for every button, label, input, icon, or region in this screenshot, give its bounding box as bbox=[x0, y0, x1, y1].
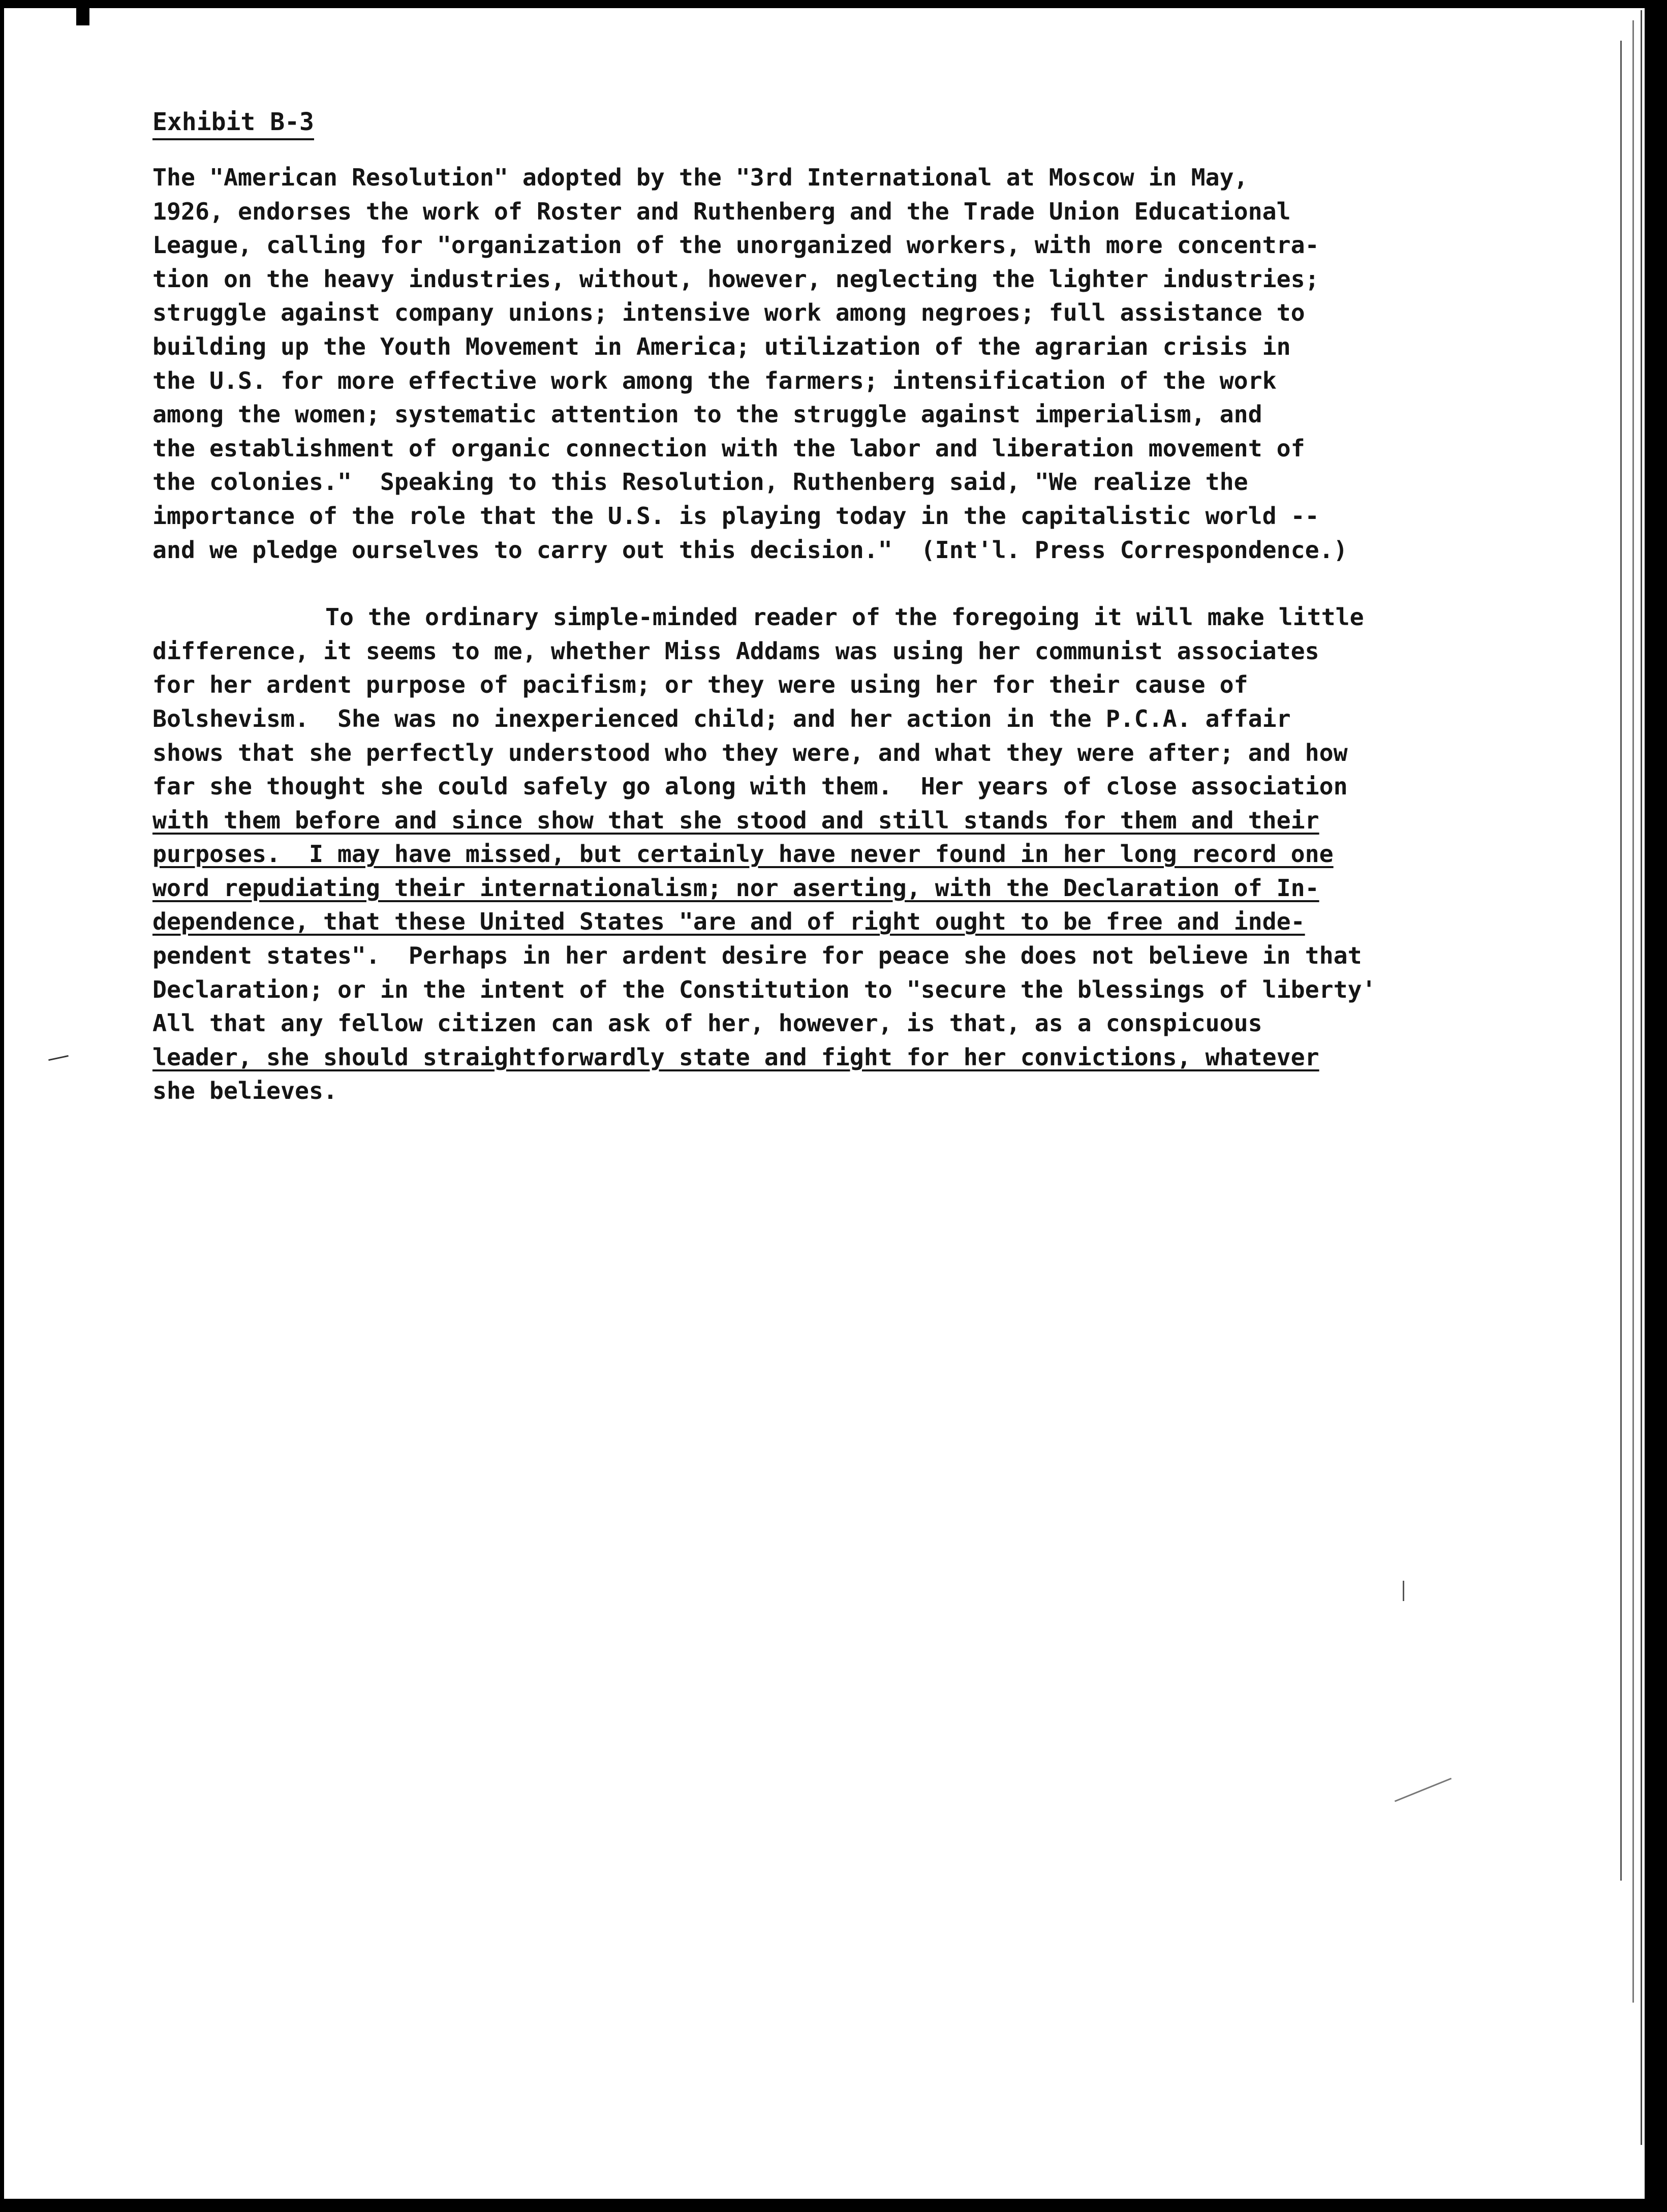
scan-artifact bbox=[48, 1055, 69, 1061]
text-line: the colonies." Speaking to this Resolution, Ruthenberg said, "We realize the bbox=[152, 468, 1248, 496]
text-line: building up the Youth Movement in America; utilization of the agrarian crisis in bbox=[152, 332, 1291, 360]
scan-border-top bbox=[0, 0, 1667, 8]
text-line: 1926, endorses the work of Roster and Ruthenberg and the Trade Union Educational bbox=[152, 197, 1291, 225]
paragraph-american-resolution bbox=[152, 161, 1515, 567]
scan-artifact bbox=[1395, 1778, 1452, 1802]
paragraph-gap bbox=[152, 567, 1515, 600]
scan-edge-line bbox=[1620, 41, 1622, 1881]
text-line: and we pledge ourselves to carry out this decision." (Int'l. Press Correspondence.) bbox=[152, 536, 1348, 564]
text-line: among the women; systematic attention to the struggle against imperialism, and bbox=[152, 401, 1262, 428]
scan-border-bottom bbox=[0, 2199, 1667, 2212]
scan-border-right bbox=[1645, 0, 1667, 2212]
text-line-underlined: word repudiating their internationalism; nor aserting, with the Declaration of In- bbox=[152, 874, 1319, 902]
text-line: the establishment of organic connection with the labor and liberation movement of bbox=[152, 434, 1305, 462]
text-line: The "American Resolution" adopted by the "3rd International at Moscow in May, bbox=[152, 164, 1248, 191]
document-body bbox=[152, 107, 1515, 1108]
text-line: All that any fellow citizen can ask of her, however, is that, as a conspicuous bbox=[152, 1009, 1262, 1037]
text-line-underlined: with them before and since show that she stood and still stands for them and their bbox=[152, 806, 1319, 834]
text-line: tion on the heavy industries, without, however, neglecting the lighter industries; bbox=[152, 265, 1319, 293]
text-line: shows that she perfectly understood who they were, and what they were after; and how bbox=[152, 739, 1348, 766]
text-line: for her ardent purpose of pacifism; or they were using her for their cause of bbox=[152, 671, 1248, 699]
text-line: difference, it seems to me, whether Miss Addams was using her communist associates bbox=[152, 637, 1319, 665]
text-line: struggle against company unions; intensive work among negroes; full assistance to bbox=[152, 299, 1305, 327]
text-line-underlined: leader, she should straightforwardly state and fight for her convictions, whatever bbox=[152, 1043, 1319, 1071]
text-line-underlined: dependence, that these United States "are and of right ought to be free and inde- bbox=[152, 908, 1305, 936]
scan-corner-mark bbox=[76, 8, 89, 25]
scan-edge-line bbox=[1641, 10, 1642, 2145]
text-line: the U.S. for more effective work among the farmers; intensification of the work bbox=[152, 366, 1277, 394]
text-line: League, calling for "organization of the unorganized workers, with more concentra- bbox=[152, 231, 1319, 259]
exhibit-heading: Exhibit B-3 bbox=[152, 107, 314, 140]
text-line: far she thought she could safely go along with them. Her years of close association bbox=[152, 773, 1348, 801]
scan-edge-line bbox=[1632, 20, 1634, 2003]
text-line: Bolshevism. She was no inexperienced child; and her action in the P.C.A. affair bbox=[152, 704, 1291, 732]
text-line: To the ordinary simple-minded reader of the foregoing it will make little bbox=[325, 603, 1364, 631]
scan-border-left bbox=[0, 0, 4, 2212]
scan-artifact bbox=[1403, 1581, 1404, 1601]
text-line: importance of the role that the U.S. is playing today in the capitalistic world -- bbox=[152, 502, 1319, 530]
text-line: pendent states". Perhaps in her ardent desire for peace she does not believe in that bbox=[152, 942, 1362, 970]
text-line: Declaration; or in the intent of the Constitution to "secure the blessings of liberty' bbox=[152, 975, 1376, 1003]
text-line: she believes. bbox=[152, 1077, 337, 1105]
text-line-underlined: purposes. I may have missed, but certainly have never found in her long record one bbox=[152, 840, 1334, 868]
paragraph-commentary bbox=[152, 600, 1515, 1108]
